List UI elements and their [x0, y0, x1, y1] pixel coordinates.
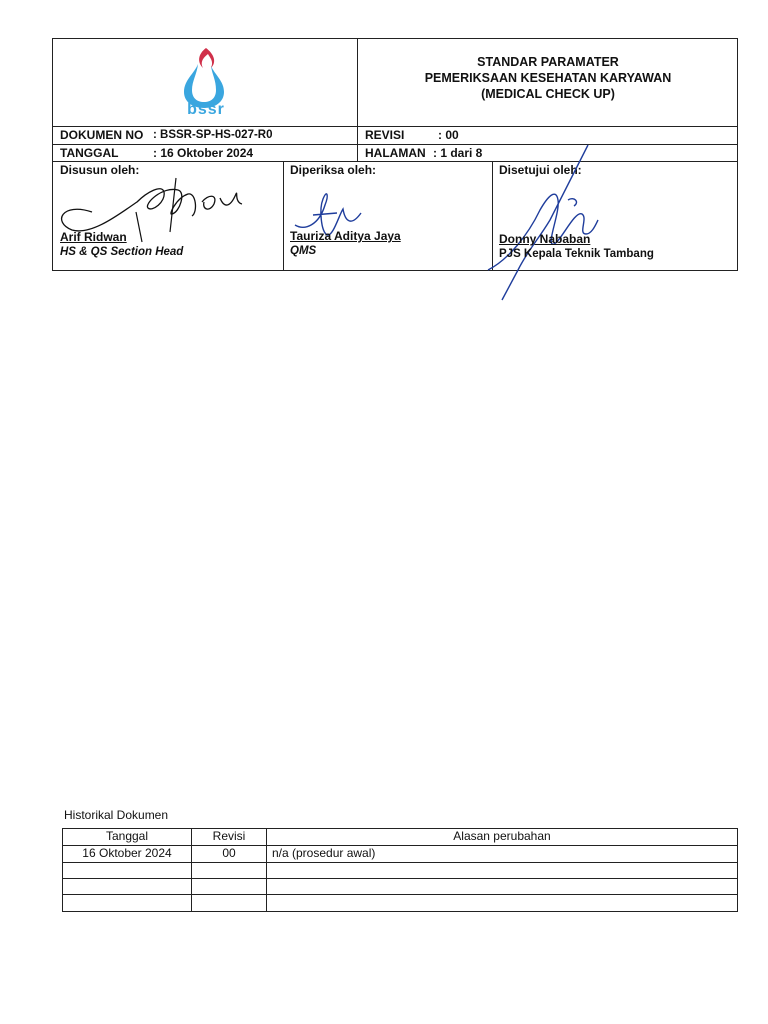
approval-name: Donny Nababan	[499, 232, 591, 246]
tanggal-label: TANGGAL	[60, 146, 119, 160]
approval-position: QMS	[290, 245, 317, 257]
logo-text: bssr	[187, 101, 225, 118]
approval-name: Arif Ridwan	[60, 230, 127, 244]
halaman-value: : 1 dari 8	[433, 146, 483, 160]
tanggal-value: : 16 Oktober 2024	[153, 146, 254, 160]
title-line-2: PEMERIKSAAN KESEHATAN KARYAWAN	[424, 71, 672, 85]
document-title	[358, 54, 738, 102]
signature-icon	[478, 140, 608, 305]
approval-role-label: Diperiksa oleh:	[290, 163, 377, 177]
company-logo	[170, 44, 240, 122]
approval-position: PJS Kepala Teknik Tambang	[499, 248, 654, 260]
history-header-revisi: Revisi	[212, 829, 246, 843]
approval-role-label: Disusun oleh:	[60, 163, 140, 177]
history-header-alasan: Alasan perubahan	[453, 829, 551, 843]
history-header-tanggal: Tanggal	[105, 829, 149, 843]
revisi-label: REVISI	[365, 128, 405, 142]
title-line-1: STANDAR PARAMATER	[477, 55, 619, 69]
history-cell-revisi: 00	[222, 846, 236, 860]
dokumen-no-label: DOKUMEN NO	[60, 128, 144, 142]
halaman-label: HALAMAN	[365, 146, 426, 160]
revisi-value: : 00	[438, 128, 459, 142]
history-title: Historikal Dokumen	[64, 808, 169, 822]
history-cell-tanggal: 16 Oktober 2024	[82, 846, 172, 860]
approval-role-label: Disetujui oleh:	[499, 163, 582, 177]
history-cell-alasan: n/a (prosedur awal)	[272, 846, 376, 860]
dokumen-no-value: : BSSR-SP-HS-027-R0	[153, 129, 273, 141]
approval-position: HS & QS Section Head	[60, 246, 184, 258]
title-line-3: (MEDICAL CHECK UP)	[481, 87, 615, 101]
approval-name: Tauriza Aditya Jaya	[290, 229, 401, 243]
